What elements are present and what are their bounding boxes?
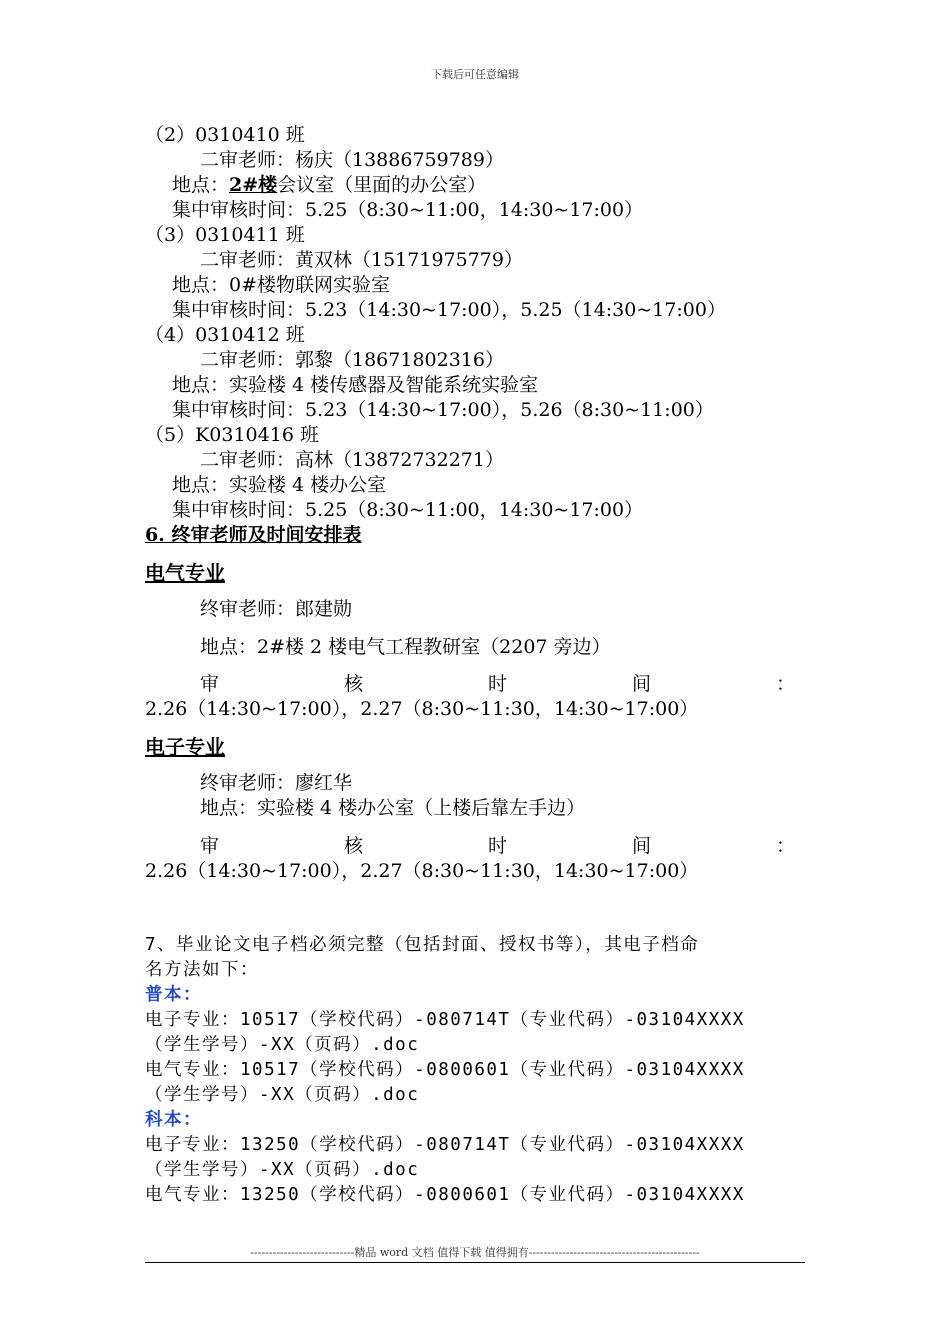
time-label-char: ：: [775, 673, 795, 695]
college-undergrad-label: 科本：: [145, 1110, 202, 1130]
section-7-intro: 7、毕业论文电子档必须完整（包括封面、授权书等），其电子档命: [145, 935, 700, 955]
time-label-char: 间: [631, 835, 651, 857]
class-time: 集中审核时间：5.25（8:30~11:00，14:30~17:00）: [172, 499, 644, 521]
time-label-char: 时: [487, 673, 507, 695]
section-6-title: 6. 终审老师及时间安排表: [145, 524, 362, 546]
naming-rule: 电气专业：13250（学校代码）-0800601（专业代码）-03104XXXX: [145, 1185, 745, 1205]
naming-rule: 电子专业：13250（学校代码）-080714T（专业代码）-03104XXXX: [145, 1135, 745, 1155]
class-title: （3）0310411 班: [145, 224, 305, 246]
regular-undergrad-label: 普本：: [145, 985, 202, 1005]
class-teacher: 二审老师：高林（13872732271）: [200, 449, 504, 471]
electrical-time-value: 2.26（14:30~17:00），2.27（8:30~11:30，14:30~17:00）: [145, 698, 699, 720]
class-place: 地点：实验楼 4 楼传感器及智能系统实验室: [172, 374, 539, 396]
class-place: 地点：实验楼 4 楼办公室: [172, 474, 387, 496]
time-label-char: 间: [631, 673, 651, 695]
naming-rule: 电气专业：10517（学校代码）-0800601（专业代码）-03104XXXX: [145, 1060, 745, 1080]
naming-rule-cont: （学生学号）-XX（页码）.doc: [145, 1035, 420, 1055]
class-time: 集中审核时间：5.25（8:30~11:00，14:30~17:00）: [172, 199, 644, 221]
time-label-char: 核: [343, 835, 363, 857]
class-title: （4）0310412 班: [145, 324, 305, 346]
electrical-teacher: 终审老师：郎建勋: [200, 598, 353, 620]
electrical-time-label: [200, 672, 795, 697]
naming-rule: 电子专业：10517（学校代码）-080714T（专业代码）-03104XXXX: [145, 1010, 745, 1030]
time-label-char: 审: [200, 835, 220, 857]
time-label-char: 审: [200, 673, 220, 695]
section-7-intro-cont: 名方法如下：: [145, 960, 259, 980]
electronic-time-label: [200, 834, 795, 859]
class-teacher: 二审老师：郭黎（18671802316）: [200, 349, 504, 371]
naming-rule-cont: （学生学号）-XX（页码）.doc: [145, 1085, 420, 1105]
place-room: 会议室（里面的办公室）: [277, 174, 487, 196]
electronic-place: 地点：实验楼 4 楼办公室（上楼后靠左手边）: [200, 797, 586, 819]
page-header-note: 下载后可任意编辑: [431, 68, 519, 81]
class-teacher: 二审老师：杨庆（13886759789）: [200, 149, 504, 171]
place-building: 2#楼: [229, 174, 278, 196]
class-place: 地点：0#楼物联网实验室: [172, 274, 391, 296]
electrical-place: 地点：2#楼 2 楼电气工程教研室（2207 旁边）: [200, 636, 611, 658]
class-title: （2）0310410 班: [145, 124, 305, 146]
time-label-char: 时: [487, 835, 507, 857]
class-time: 集中审核时间：5.23（14:30~17:00），5.26（8:30~11:00）: [172, 399, 714, 421]
electronic-time-value: 2.26（14:30~17:00），2.27（8:30~11:30，14:30~17:00）: [145, 860, 699, 882]
page-footer-note: ----------------------------精品 word 文档 值得下载 值得拥有----------------------------------------------: [250, 1246, 700, 1259]
place-label: 地点：: [172, 174, 230, 196]
electronic-heading: 电子专业: [145, 735, 225, 759]
time-label-char: 核: [343, 673, 363, 695]
class-teacher: 二审老师：黄双林（15171975779）: [200, 249, 523, 271]
time-label-char: ：: [775, 835, 795, 857]
footer-divider: [145, 1262, 805, 1263]
electrical-heading: 电气专业: [145, 561, 225, 585]
naming-rule-cont: （学生学号）-XX（页码）.doc: [145, 1160, 420, 1180]
electronic-teacher: 终审老师：廖红华: [200, 772, 353, 794]
class-time: 集中审核时间：5.23（14:30~17:00），5.25（14:30~17:00）: [172, 299, 726, 321]
class-place: [172, 173, 486, 198]
class-title: （5）K0310416 班: [145, 424, 319, 446]
